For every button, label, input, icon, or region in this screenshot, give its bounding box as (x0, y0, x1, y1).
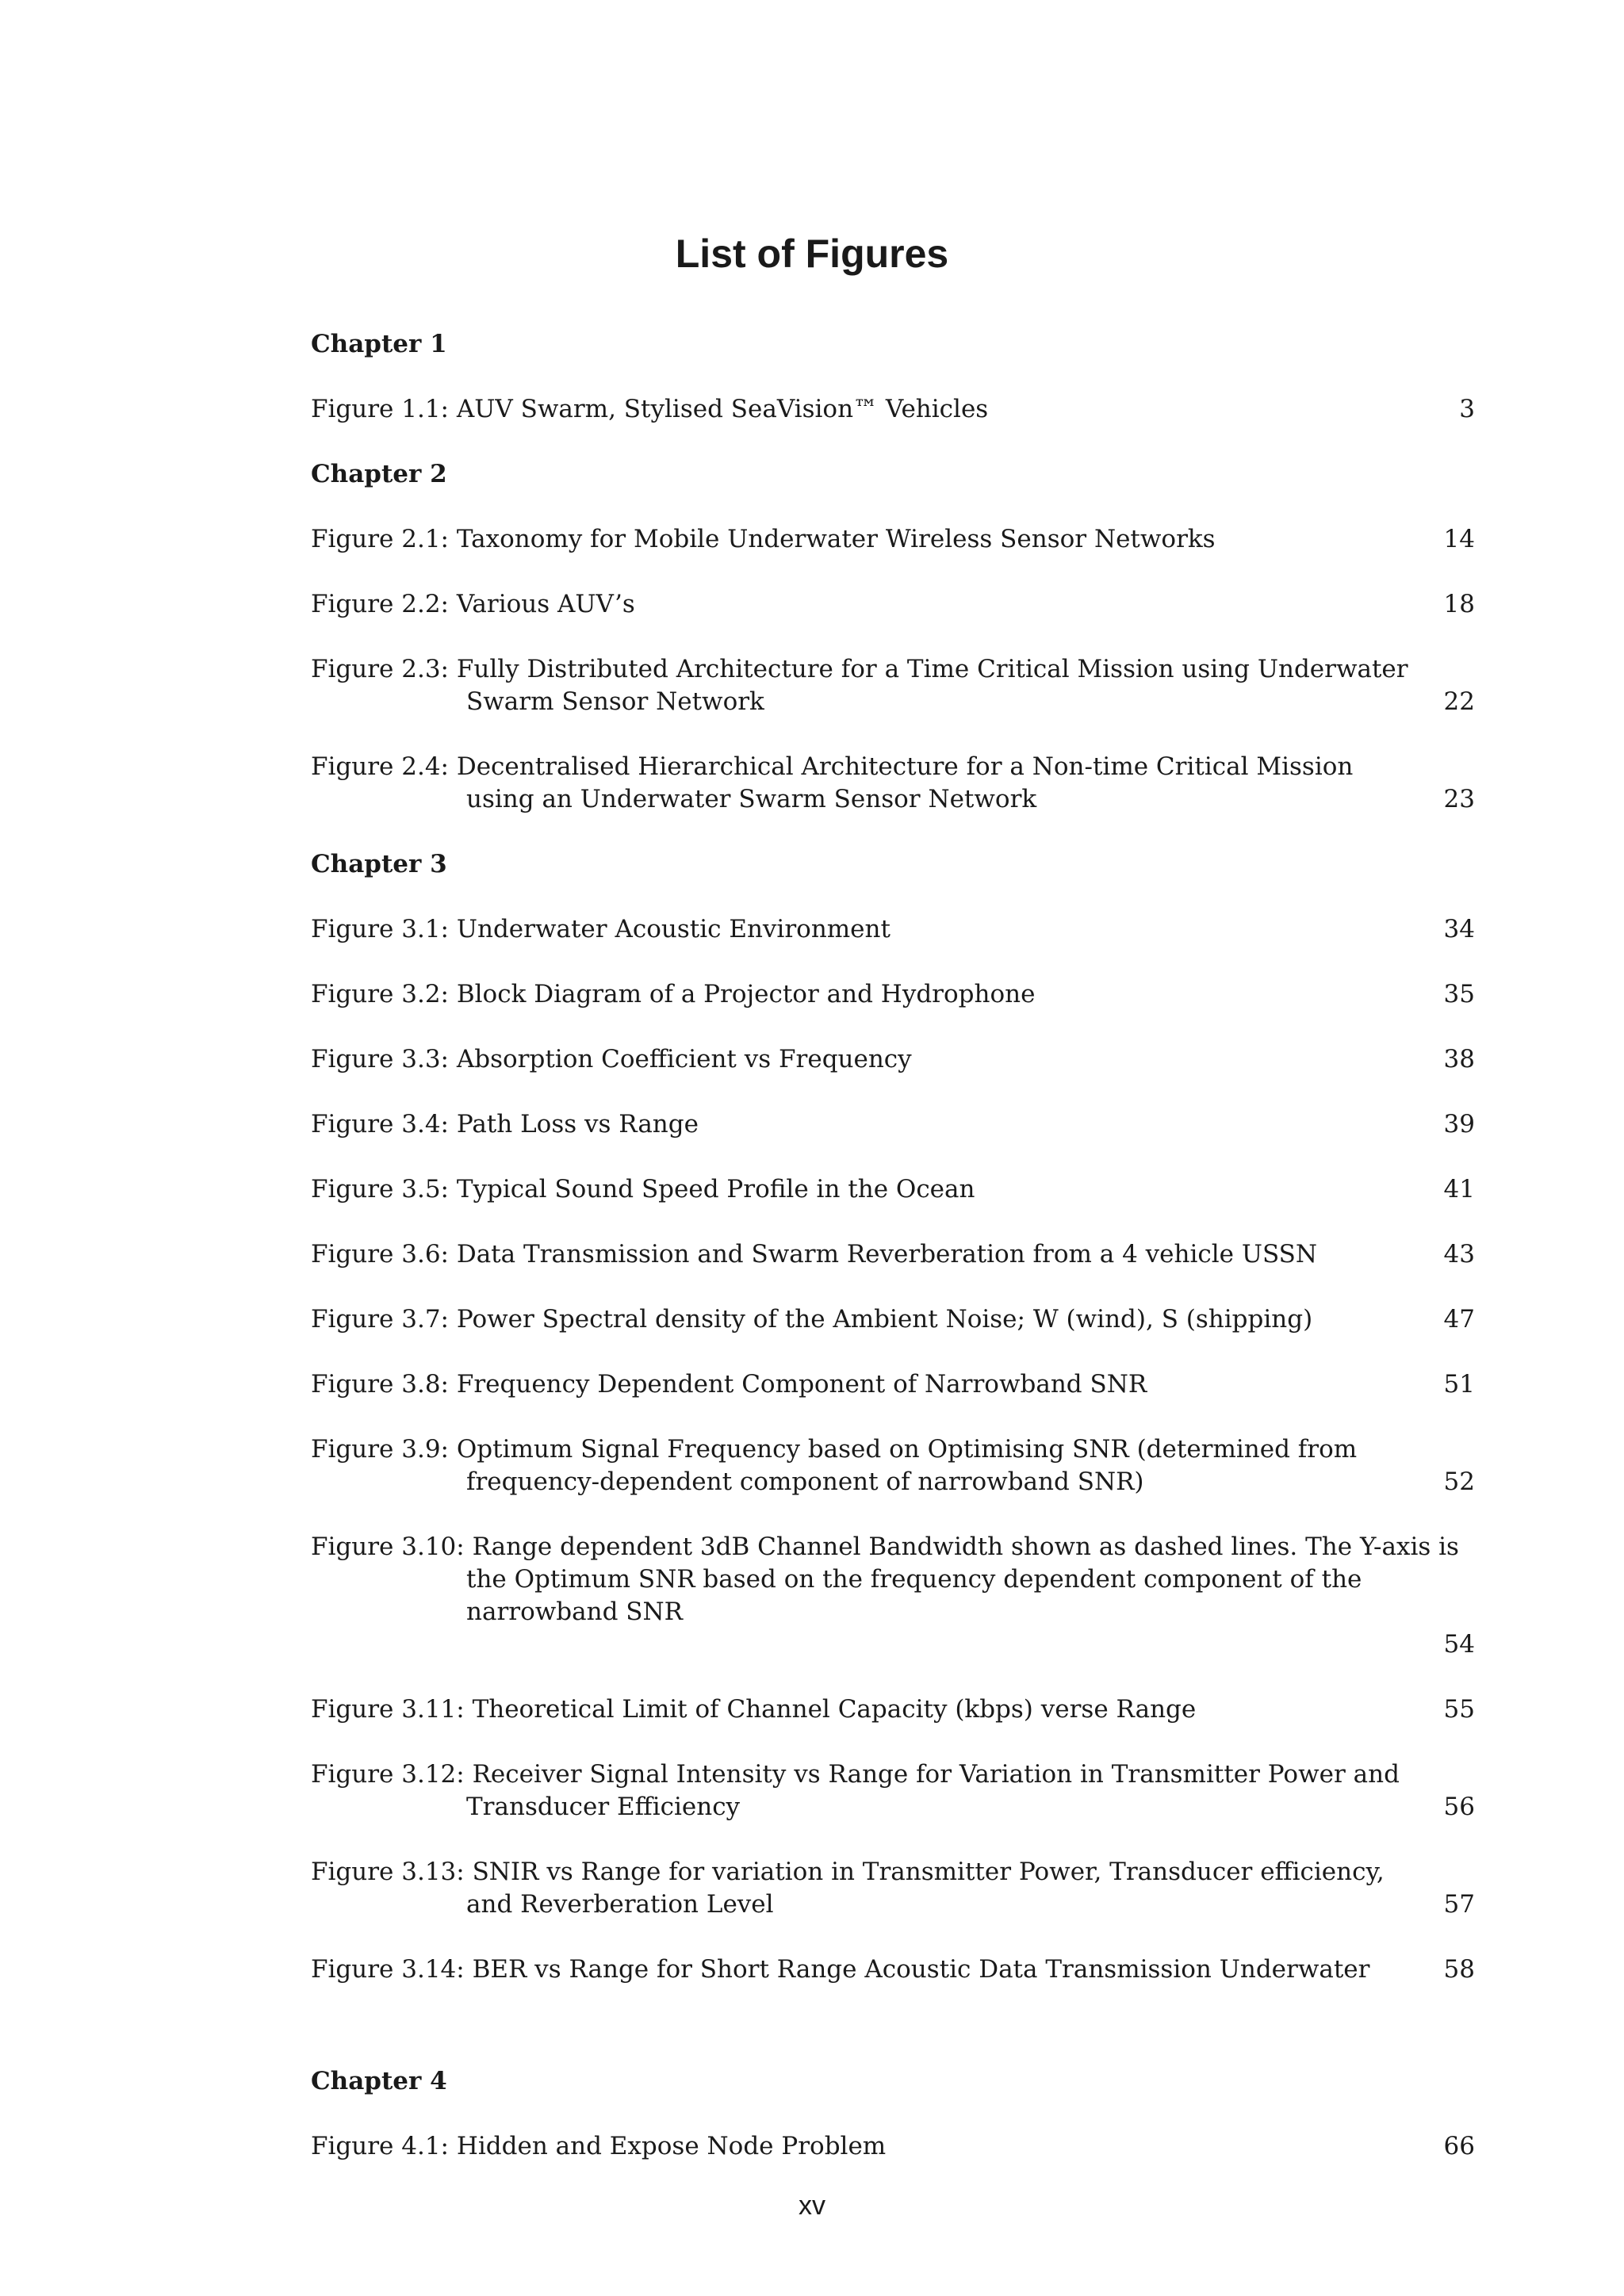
figure-entry[interactable] (311, 1693, 1475, 1726)
figure-entry[interactable] (311, 1856, 1475, 1921)
figure-entry-title: Figure 3.10: Range dependent 3dB Channel Bandwidth shown as dashed lines. The Y-axis is the Optimum SNR based on the frequency dependent component of the narrowband SNR (311, 1533, 1459, 1626)
figure-entry-page: 66 (1443, 2132, 1475, 2160)
figure-entry[interactable] (311, 1043, 1475, 1076)
chapter-heading: Chapter 3 (311, 850, 447, 878)
figure-entry-page: 51 (1443, 1370, 1475, 1399)
figure-entry[interactable] (311, 1758, 1475, 1823)
figure-entry[interactable] (311, 1173, 1475, 1206)
figure-entry[interactable] (311, 523, 1475, 556)
figure-entry-title: Figure 3.3: Absorption Coefficient vs Frequency (311, 1045, 912, 1073)
figure-entry-title: Figure 3.5: Typical Sound Speed Profile in the Ocean (311, 1175, 975, 1203)
figure-entry-title: Figure 3.9: Optimum Signal Frequency based on Optimising SNR (determined from frequency-dependent component of narrowband SNR) (311, 1435, 1358, 1496)
figure-entry[interactable] (311, 1954, 1475, 1986)
figure-entry-page: 18 (1443, 590, 1475, 618)
figure-entry[interactable] (311, 1108, 1475, 1141)
figure-entry[interactable] (311, 913, 1475, 946)
figure-entry-page: 57 (1443, 1890, 1475, 1919)
figure-entry-title: Figure 3.1: Underwater Acoustic Environment (311, 915, 891, 943)
figure-entry[interactable] (311, 1238, 1475, 1271)
figure-entry[interactable] (311, 751, 1475, 816)
figure-entry-page: 54 (1443, 1630, 1475, 1659)
figure-entry-title: Figure 3.7: Power Spectral density of the Ambient Noise; W (wind), S (shipping) (311, 1305, 1313, 1334)
figure-entry[interactable] (311, 393, 1475, 426)
figure-entry-page: 39 (1443, 1110, 1475, 1138)
figure-entry-title: Figure 2.1: Taxonomy for Mobile Underwater Wireless Sensor Networks (311, 525, 1216, 553)
figure-entry-page: 58 (1443, 1955, 1475, 1984)
figure-entry-page: 34 (1443, 915, 1475, 943)
figure-entry-title: Figure 3.4: Path Loss vs Range (311, 1110, 699, 1138)
figure-list (311, 328, 1475, 2195)
figure-entry-page: 47 (1443, 1305, 1475, 1334)
figure-entry[interactable] (311, 978, 1475, 1011)
figure-entry-title: Figure 2.4: Decentralised Hierarchical Architecture for a Non-time Critical Mission using an Underwater Swarm Sensor Network (311, 752, 1354, 813)
figure-entry-title: Figure 2.3: Fully Distributed Architecture for a Time Critical Mission using Underwater Swarm Sensor Network (311, 655, 1408, 716)
figure-entry-page: 38 (1443, 1045, 1475, 1073)
page-number: xv (799, 2191, 825, 2221)
figure-entry[interactable] (311, 2130, 1475, 2163)
figure-entry-title: Figure 4.1: Hidden and Expose Node Problem (311, 2132, 887, 2160)
figure-entry[interactable] (311, 1433, 1475, 1498)
figure-entry[interactable] (311, 1303, 1475, 1336)
figure-entry[interactable] (311, 1368, 1475, 1401)
figure-entry-title: Figure 3.8: Frequency Dependent Component of Narrowband SNR (311, 1370, 1147, 1399)
figure-entry-page: 35 (1443, 980, 1475, 1008)
figure-entry-page: 56 (1443, 1793, 1475, 1821)
figure-entry[interactable] (311, 588, 1475, 621)
figure-entry-page: 3 (1459, 395, 1475, 423)
figure-entry-page: 23 (1443, 785, 1475, 813)
figure-entry-title: Figure 2.2: Various AUV’s (311, 590, 635, 618)
chapter-heading: Chapter 4 (311, 2067, 447, 2095)
page-title: List of Figures (675, 232, 949, 276)
figure-entry-title: Figure 1.1: AUV Swarm, Stylised SeaVision™ Vehicles (311, 395, 989, 423)
figure-entry[interactable] (311, 653, 1475, 718)
figure-entry-page: 52 (1443, 1468, 1475, 1496)
chapter-heading: Chapter 2 (311, 460, 447, 488)
figure-entry-title: Figure 3.11: Theoretical Limit of Channel Capacity (kbps) verse Range (311, 1695, 1197, 1724)
figure-entry-page: 41 (1443, 1175, 1475, 1203)
figure-entry[interactable] (311, 1531, 1475, 1661)
figure-entry-page: 55 (1443, 1695, 1475, 1724)
chapter-heading: Chapter 1 (311, 330, 447, 358)
figure-entry-title: Figure 3.2: Block Diagram of a Projector and Hydrophone (311, 980, 1036, 1008)
figure-entry-title: Figure 3.13: SNIR vs Range for variation in Transmitter Power, Transducer efficiency, and Reverberation Level (311, 1858, 1385, 1919)
figure-entry-title: Figure 3.14: BER vs Range for Short Range Acoustic Data Transmission Underwater (311, 1955, 1370, 1984)
figure-entry-page: 43 (1443, 1240, 1475, 1269)
figure-entry-page: 14 (1443, 525, 1475, 553)
figure-entry-title: Figure 3.12: Receiver Signal Intensity vs Range for Variation in Transmitter Power and Transducer Efficiency (311, 1760, 1400, 1821)
figure-entry-title: Figure 3.6: Data Transmission and Swarm Reverberation from a 4 vehicle USSN (311, 1240, 1318, 1269)
figure-entry-page: 22 (1443, 687, 1475, 716)
